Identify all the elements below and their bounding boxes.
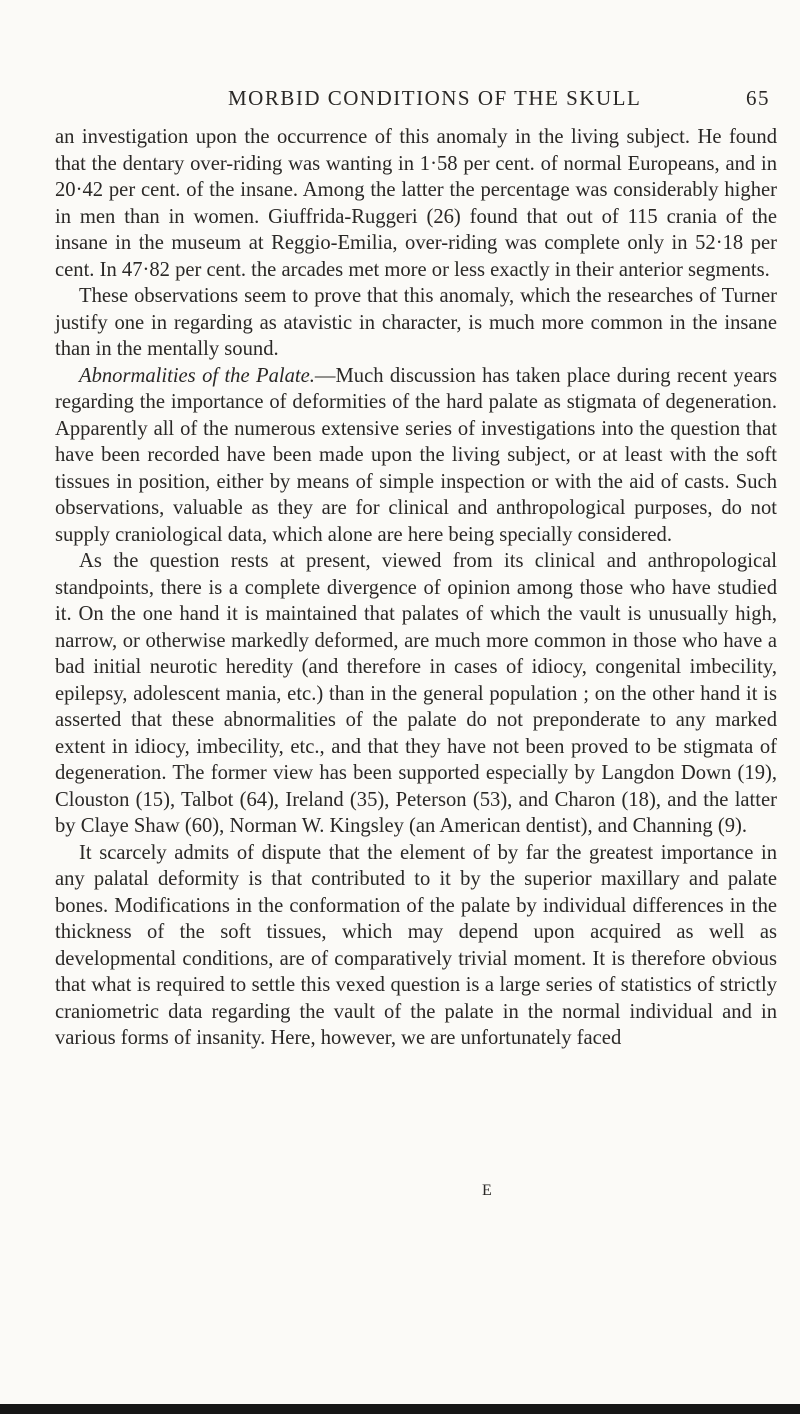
running-title: MORBID CONDITIONS OF THE SKULL — [228, 86, 642, 110]
page-header — [0, 86, 800, 116]
paragraph — [55, 124, 777, 283]
paragraph — [55, 840, 777, 1052]
paragraph-text: These observations seem to prove that this anomaly, which the researches of Turner justify one in regarding as atavistic in character, is much more common in the insane than in the mentally sound. — [55, 285, 777, 360]
paragraph-text: It scarcely admits of dispute that the element of by far the greatest importance in any palatal deformity is that contributed to it by the superior maxillary and palate bones. Modifications in the conformation of the palate by individual differences in the thickness of the soft tissues, which may depend upon acquired as well as developmental conditions, are of comparatively trivial moment. It is therefore obvious that what is required to settle this vexed question is a large series of statistics of strictly craniometric data regarding the vault of the palate in the normal individual and in various forms of insanity. Here, however, we are unfortunately faced — [55, 841, 777, 1049]
paragraph-text: —Much discussion has taken place during recent years regarding the importance of deformities of the hard palate as stigmata of degeneration. Apparently all of the numerous extensive series of investigations into the question that have been recorded have been made upon the living subject, or at least with the soft tissues in position, either by means of simple inspection or with the aid of casts. Such observations, valuable as they are for clinical and anthropological purposes, do not supply craniological data, which alone are here being specially considered. — [55, 364, 777, 546]
paragraph-text: As the question rests at present, viewed from its clinical and anthropological standpoints, there is a complete divergence of opinion among those who have studied it. On the one hand it is maintained that palates of which the vault is unusually high, narrow, or otherwise markedly deformed, are much more common in those who have a bad initial neurotic heredity (and therefore in cases of idiocy, congenital imbecility, epilepsy, adolescent mania, etc.) than in the general population ; on the other hand it is asserted that these abnormalities of the palate do not preponderate to any marked extent in idiocy, imbecility, etc., and that they have not been proved to be stigmata of degeneration. The former view has been supported especially by Langdon Down (19), Clouston (15), Talbot (64), Ireland (35), Peterson (53), and Charon (18), and the latter by Claye Shaw (60), Norman W. Kingsley (an American dentist), and Channing (9). — [55, 550, 777, 837]
paragraph — [55, 363, 777, 549]
paragraph-text: an investigation upon the occurrence of this anomaly in the living subject. He found that the dentary over-riding was wanting in 1·58 per cent. of normal Europeans, and in 20·42 per cent. of the insane. Among the latter the percentage was considerably higher in men than in women. Giuffrida-Ruggeri (26) found that out of 115 crania of the insane in the museum at Reggio-Emilia, over-riding was complete only in 52·18 per cent. In 47·82 per cent. the arcades met more or less exactly in their anterior segments. — [55, 126, 777, 281]
body-text — [55, 124, 777, 1052]
paragraph — [55, 283, 777, 363]
section-title: Abnormalities of the Palate. — [79, 364, 315, 387]
page-number: 65 — [746, 86, 770, 110]
signature-mark: E — [482, 1182, 493, 1199]
paragraph — [55, 548, 777, 840]
bottom-edge — [0, 1404, 800, 1414]
